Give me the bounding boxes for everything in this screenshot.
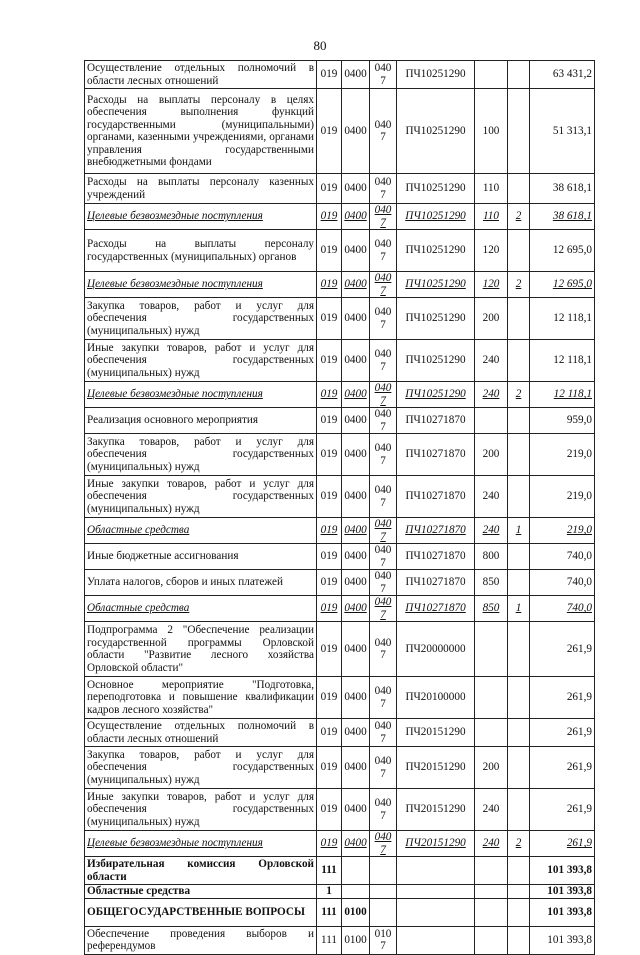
table-row	[85, 544, 595, 570]
row-pr-cell: 0407	[370, 518, 397, 544]
row-rz-cell: 0400	[342, 382, 370, 408]
row-csr-cell: ПЧ10251290	[397, 382, 475, 408]
row-vr-cell: 200	[475, 298, 508, 340]
row-source-cell	[508, 789, 530, 831]
row-ved-cell: 019	[317, 544, 342, 570]
row-amount-cell: 740,0	[530, 570, 595, 596]
row-csr-cell: ПЧ10251290	[397, 61, 475, 89]
row-vr-cell: 120	[475, 272, 508, 298]
row-amount-cell: 12 695,0	[530, 272, 595, 298]
table-row	[85, 61, 595, 89]
row-name-cell: Избирательная комиссия Орловской области	[85, 857, 317, 885]
table-row	[85, 596, 595, 622]
row-ved-cell: 019	[317, 719, 342, 747]
row-amount-cell: 740,0	[530, 596, 595, 622]
row-name-cell: Осуществление отдельных полномочий в области лесных отношений	[85, 61, 317, 89]
row-rz-cell: 0400	[342, 298, 370, 340]
row-name-cell: Расходы на выплаты персоналу государственных (муниципальных) органов	[85, 230, 317, 272]
row-pr-cell: 0407	[370, 677, 397, 719]
row-rz-cell: 0400	[342, 831, 370, 857]
row-amount-cell: 261,9	[530, 719, 595, 747]
table-row	[85, 622, 595, 677]
row-source-cell	[508, 677, 530, 719]
row-source-cell	[508, 298, 530, 340]
row-csr-cell: ПЧ10251290	[397, 298, 475, 340]
row-amount-cell: 101 393,8	[530, 857, 595, 885]
table-row	[85, 298, 595, 340]
row-name-cell: Закупка товаров, работ и услуг для обеспечения государственных (муниципальных) нужд	[85, 747, 317, 789]
row-source-cell	[508, 408, 530, 434]
row-name-cell: Областные средства	[85, 885, 317, 899]
row-vr-cell: 240	[475, 789, 508, 831]
row-source-cell: 2	[508, 272, 530, 298]
table-row	[85, 230, 595, 272]
table-row	[85, 434, 595, 476]
row-amount-cell: 261,9	[530, 622, 595, 677]
row-vr-cell: 240	[475, 340, 508, 382]
row-csr-cell: ПЧ10271870	[397, 596, 475, 622]
row-amount-cell: 959,0	[530, 408, 595, 434]
row-ved-cell: 1	[317, 885, 342, 899]
row-ved-cell: 019	[317, 408, 342, 434]
row-rz-cell: 0400	[342, 544, 370, 570]
row-vr-cell	[475, 926, 508, 954]
row-source-cell: 1	[508, 518, 530, 544]
row-pr-cell: 0407	[370, 476, 397, 518]
row-vr-cell: 240	[475, 831, 508, 857]
row-pr-cell: 0407	[370, 544, 397, 570]
row-vr-cell: 110	[475, 204, 508, 230]
table-row	[85, 898, 595, 926]
row-amount-cell: 12 695,0	[530, 230, 595, 272]
table-row	[85, 408, 595, 434]
page-number: 80	[313, 38, 327, 53]
row-name-cell: Основное мероприятие "Подготовка, переподготовка и повышение квалификации кадров лесного хозяйства"	[85, 677, 317, 719]
row-amount-cell: 261,9	[530, 677, 595, 719]
row-name-cell: Целевые безвозмездные поступления	[85, 204, 317, 230]
row-name-cell: Закупка товаров, работ и услуг для обеспечения государственных (муниципальных) нужд	[85, 434, 317, 476]
row-amount-cell: 63 431,2	[530, 61, 595, 89]
row-amount-cell: 101 393,8	[530, 885, 595, 899]
row-csr-cell: ПЧ10271870	[397, 570, 475, 596]
row-rz-cell	[342, 885, 370, 899]
table-row	[85, 89, 595, 174]
row-name-cell: ОБЩЕГОСУДАРСТВЕННЫЕ ВОПРОСЫ	[85, 898, 317, 926]
row-name-cell: Областные средства	[85, 596, 317, 622]
table-row	[85, 570, 595, 596]
row-source-cell	[508, 885, 530, 899]
row-ved-cell: 019	[317, 476, 342, 518]
row-ved-cell: 019	[317, 518, 342, 544]
row-rz-cell: 0400	[342, 476, 370, 518]
row-source-cell	[508, 719, 530, 747]
row-amount-cell: 261,9	[530, 747, 595, 789]
row-ved-cell: 019	[317, 677, 342, 719]
table-row	[85, 926, 595, 954]
row-name-cell: Осуществление отдельных полномочий в области лесных отношений	[85, 719, 317, 747]
table-row	[85, 747, 595, 789]
row-source-cell: 2	[508, 204, 530, 230]
row-name-cell: Закупка товаров, работ и услуг для обеспечения государственных (муниципальных) нужд	[85, 298, 317, 340]
row-vr-cell	[475, 885, 508, 899]
row-ved-cell: 019	[317, 434, 342, 476]
row-pr-cell: 0407	[370, 570, 397, 596]
row-source-cell	[508, 898, 530, 926]
table-row	[85, 885, 595, 899]
row-ved-cell: 111	[317, 926, 342, 954]
row-pr-cell: 0407	[370, 89, 397, 174]
row-source-cell: 2	[508, 382, 530, 408]
row-csr-cell: ПЧ10271870	[397, 408, 475, 434]
row-name-cell: Расходы на выплаты персоналу в целях обеспечения выполнения функций государственными (муниципальными) органами, казенными учреждениями, органами управления государственными внебюджетными фондами	[85, 89, 317, 174]
row-rz-cell: 0400	[342, 789, 370, 831]
row-ved-cell: 019	[317, 174, 342, 204]
row-name-cell: Целевые безвозмездные поступления	[85, 272, 317, 298]
row-rz-cell: 0400	[342, 340, 370, 382]
row-vr-cell	[475, 719, 508, 747]
row-vr-cell: 120	[475, 230, 508, 272]
row-rz-cell: 0400	[342, 61, 370, 89]
row-rz-cell: 0400	[342, 230, 370, 272]
row-rz-cell: 0400	[342, 596, 370, 622]
row-amount-cell: 219,0	[530, 518, 595, 544]
row-vr-cell: 200	[475, 747, 508, 789]
row-name-cell: Уплата налогов, сборов и иных платежей	[85, 570, 317, 596]
row-pr-cell	[370, 857, 397, 885]
row-rz-cell: 0400	[342, 272, 370, 298]
row-rz-cell: 0400	[342, 622, 370, 677]
row-rz-cell: 0400	[342, 174, 370, 204]
table-row	[85, 204, 595, 230]
row-rz-cell: 0100	[342, 926, 370, 954]
row-csr-cell	[397, 926, 475, 954]
row-source-cell	[508, 89, 530, 174]
row-ved-cell: 019	[317, 230, 342, 272]
table-row	[85, 340, 595, 382]
row-pr-cell: 0407	[370, 747, 397, 789]
row-ved-cell: 111	[317, 898, 342, 926]
row-name-cell: Иные закупки товаров, работ и услуг для обеспечения государственных (муниципальных) нужд	[85, 789, 317, 831]
table-row	[85, 518, 595, 544]
row-source-cell	[508, 340, 530, 382]
row-source-cell	[508, 926, 530, 954]
row-name-cell: Подпрограмма 2 "Обеспечение реализации государственной программы Орловской области "Развитие лесного хозяйства Орловской области"	[85, 622, 317, 677]
row-source-cell	[508, 61, 530, 89]
row-source-cell	[508, 747, 530, 789]
row-source-cell	[508, 570, 530, 596]
row-pr-cell: 0407	[370, 434, 397, 476]
row-csr-cell: ПЧ10251290	[397, 89, 475, 174]
row-source-cell	[508, 434, 530, 476]
row-source-cell	[508, 544, 530, 570]
row-csr-cell: ПЧ20151290	[397, 831, 475, 857]
row-source-cell: 1	[508, 596, 530, 622]
row-pr-cell: 0407	[370, 622, 397, 677]
row-ved-cell: 019	[317, 89, 342, 174]
row-amount-cell: 12 118,1	[530, 382, 595, 408]
budget-table	[84, 60, 595, 955]
row-name-cell: Целевые безвозмездные поступления	[85, 382, 317, 408]
row-amount-cell: 38 618,1	[530, 174, 595, 204]
row-csr-cell	[397, 898, 475, 926]
row-source-cell	[508, 622, 530, 677]
row-source-cell	[508, 476, 530, 518]
row-ved-cell: 019	[317, 382, 342, 408]
row-csr-cell: ПЧ20000000	[397, 622, 475, 677]
row-name-cell: Иные бюджетные ассигнования	[85, 544, 317, 570]
row-csr-cell: ПЧ10271870	[397, 544, 475, 570]
table-row	[85, 272, 595, 298]
row-amount-cell: 12 118,1	[530, 298, 595, 340]
row-source-cell: 2	[508, 831, 530, 857]
row-pr-cell: 0407	[370, 298, 397, 340]
row-rz-cell: 0100	[342, 898, 370, 926]
row-pr-cell: 0407	[370, 789, 397, 831]
table-row	[85, 174, 595, 204]
table-row	[85, 476, 595, 518]
row-amount-cell: 261,9	[530, 831, 595, 857]
row-pr-cell	[370, 885, 397, 899]
row-vr-cell: 240	[475, 382, 508, 408]
row-rz-cell: 0400	[342, 570, 370, 596]
row-name-cell: Иные закупки товаров, работ и услуг для обеспечения государственных (муниципальных) нужд	[85, 340, 317, 382]
row-ved-cell: 019	[317, 789, 342, 831]
row-vr-cell: 850	[475, 596, 508, 622]
row-amount-cell: 101 393,8	[530, 926, 595, 954]
row-csr-cell: ПЧ20151290	[397, 719, 475, 747]
row-ved-cell: 111	[317, 857, 342, 885]
row-pr-cell: 0407	[370, 408, 397, 434]
row-pr-cell: 0407	[370, 272, 397, 298]
row-ved-cell: 019	[317, 340, 342, 382]
row-csr-cell: ПЧ10271870	[397, 434, 475, 476]
table-row	[85, 677, 595, 719]
row-source-cell	[508, 230, 530, 272]
row-pr-cell: 0407	[370, 61, 397, 89]
row-pr-cell: 0407	[370, 204, 397, 230]
row-rz-cell: 0400	[342, 518, 370, 544]
row-csr-cell: ПЧ10251290	[397, 204, 475, 230]
row-rz-cell: 0400	[342, 677, 370, 719]
row-rz-cell: 0400	[342, 719, 370, 747]
row-vr-cell	[475, 61, 508, 89]
row-csr-cell: ПЧ20100000	[397, 677, 475, 719]
row-pr-cell: 0407	[370, 174, 397, 204]
row-ved-cell: 019	[317, 622, 342, 677]
row-pr-cell: 0407	[370, 596, 397, 622]
row-vr-cell	[475, 857, 508, 885]
row-amount-cell: 38 618,1	[530, 204, 595, 230]
row-pr-cell	[370, 898, 397, 926]
row-amount-cell: 219,0	[530, 476, 595, 518]
row-rz-cell: 0400	[342, 747, 370, 789]
row-vr-cell: 850	[475, 570, 508, 596]
row-name-cell: Областные средства	[85, 518, 317, 544]
row-name-cell: Обеспечение проведения выборов и референдумов	[85, 926, 317, 954]
row-pr-cell: 0407	[370, 831, 397, 857]
row-csr-cell: ПЧ20151290	[397, 789, 475, 831]
row-vr-cell: 240	[475, 518, 508, 544]
row-csr-cell: ПЧ10251290	[397, 230, 475, 272]
row-name-cell: Целевые безвозмездные поступления	[85, 831, 317, 857]
row-rz-cell: 0400	[342, 204, 370, 230]
row-amount-cell: 219,0	[530, 434, 595, 476]
row-ved-cell: 019	[317, 298, 342, 340]
row-name-cell: Расходы на выплаты персоналу казенных учреждений	[85, 174, 317, 204]
row-csr-cell	[397, 857, 475, 885]
row-csr-cell: ПЧ20151290	[397, 747, 475, 789]
row-ved-cell: 019	[317, 831, 342, 857]
row-csr-cell: ПЧ10251290	[397, 174, 475, 204]
row-ved-cell: 019	[317, 596, 342, 622]
row-csr-cell: ПЧ10251290	[397, 272, 475, 298]
row-vr-cell	[475, 898, 508, 926]
row-vr-cell	[475, 408, 508, 434]
row-ved-cell: 019	[317, 570, 342, 596]
row-ved-cell: 019	[317, 61, 342, 89]
row-vr-cell: 200	[475, 434, 508, 476]
table-row	[85, 719, 595, 747]
row-ved-cell: 019	[317, 747, 342, 789]
table-row	[85, 857, 595, 885]
row-rz-cell: 0400	[342, 408, 370, 434]
table-row	[85, 789, 595, 831]
row-pr-cell: 0107	[370, 926, 397, 954]
row-pr-cell: 0407	[370, 230, 397, 272]
row-vr-cell	[475, 622, 508, 677]
row-source-cell	[508, 857, 530, 885]
row-vr-cell	[475, 677, 508, 719]
row-csr-cell: ПЧ10251290	[397, 340, 475, 382]
row-pr-cell: 0407	[370, 340, 397, 382]
row-pr-cell: 0407	[370, 382, 397, 408]
table-row	[85, 382, 595, 408]
row-csr-cell: ПЧ10271870	[397, 518, 475, 544]
row-rz-cell: 0400	[342, 89, 370, 174]
row-amount-cell: 51 313,1	[530, 89, 595, 174]
row-vr-cell: 100	[475, 89, 508, 174]
row-name-cell: Реализация основного мероприятия	[85, 408, 317, 434]
row-csr-cell	[397, 885, 475, 899]
row-rz-cell: 0400	[342, 434, 370, 476]
row-vr-cell: 110	[475, 174, 508, 204]
row-name-cell: Иные закупки товаров, работ и услуг для обеспечения государственных (муниципальных) нужд	[85, 476, 317, 518]
row-ved-cell: 019	[317, 204, 342, 230]
row-csr-cell: ПЧ10271870	[397, 476, 475, 518]
row-amount-cell: 101 393,8	[530, 898, 595, 926]
row-vr-cell: 800	[475, 544, 508, 570]
row-source-cell	[508, 174, 530, 204]
row-rz-cell	[342, 857, 370, 885]
row-ved-cell: 019	[317, 272, 342, 298]
row-vr-cell: 240	[475, 476, 508, 518]
table-row	[85, 831, 595, 857]
row-pr-cell: 0407	[370, 719, 397, 747]
budget-table-body	[85, 61, 595, 955]
row-amount-cell: 740,0	[530, 544, 595, 570]
row-amount-cell: 12 118,1	[530, 340, 595, 382]
row-amount-cell: 261,9	[530, 789, 595, 831]
